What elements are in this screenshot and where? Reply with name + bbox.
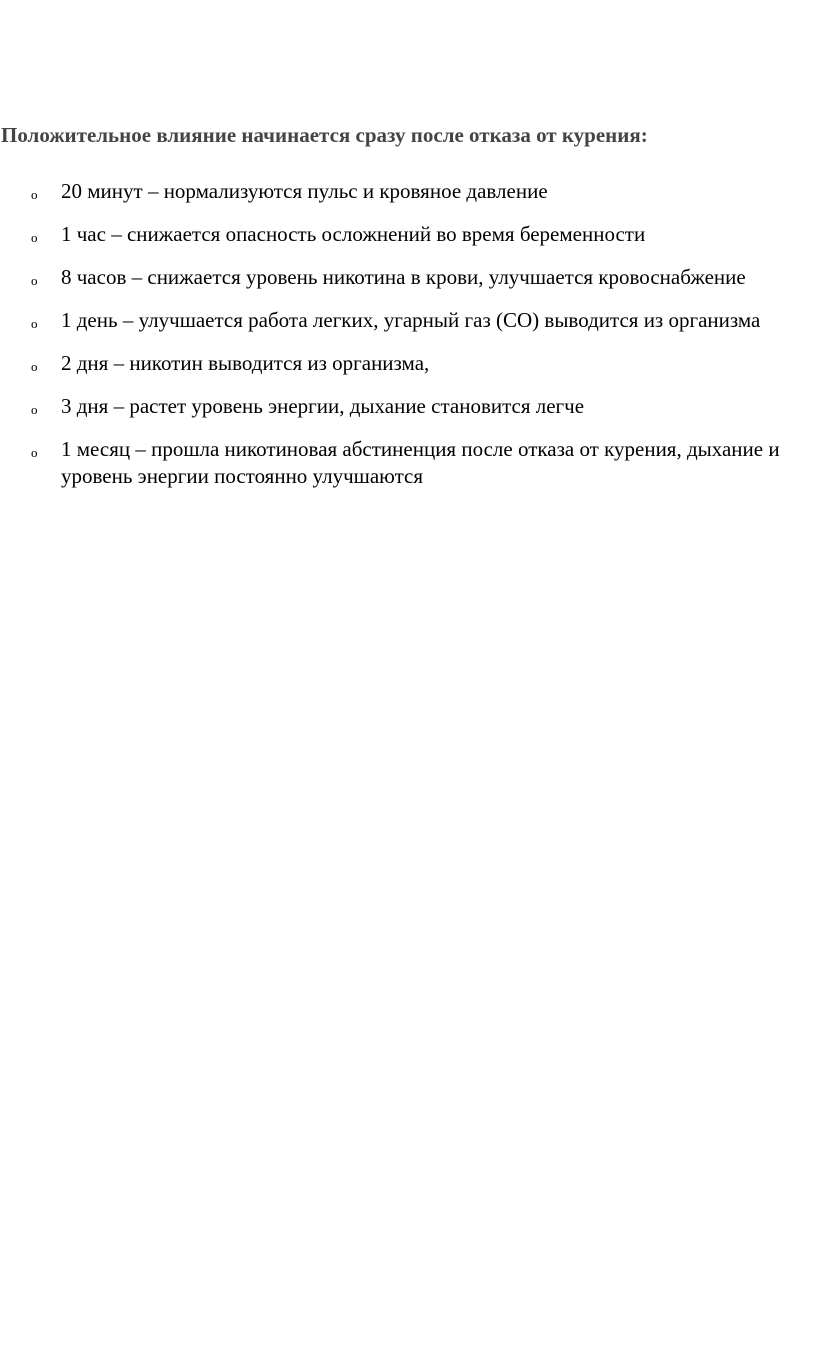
bullet-circle-icon: o	[31, 230, 38, 245]
section-heading: Положительное влияние начинается сразу после отказа от курения:	[1, 123, 648, 147]
list-item	[0, 221, 790, 248]
list-item-text: 8 часов – снижается уровень никотина в крови, улучшается кровоснабжение	[61, 265, 746, 289]
list-item-text: 2 дня – никотин выводится из организма,	[61, 351, 430, 375]
list-item-text: 1 месяц – прошла никотиновая абстиненция после отказа от курения, дыхание и уровень энергии постоянно улучшаются	[61, 437, 780, 488]
list-item	[0, 393, 790, 420]
list-item	[0, 264, 790, 291]
list-item-text: 1 час – снижается опасность осложнений во время беременности	[61, 222, 646, 246]
bullet-circle-icon: o	[31, 359, 38, 374]
bullet-circle-icon: o	[31, 187, 38, 202]
list-item	[0, 350, 790, 377]
list-item	[0, 307, 790, 334]
bullet-circle-icon: o	[31, 445, 38, 460]
list-item	[0, 178, 790, 205]
list-item-text: 3 дня – растет уровень энергии, дыхание становится легче	[61, 394, 585, 418]
bullet-circle-icon: o	[31, 316, 38, 331]
bullet-circle-icon: o	[31, 402, 38, 417]
bullet-circle-icon: o	[31, 273, 38, 288]
list-item-text: 1 день – улучшается работа легких, угарный газ (CO) выводится из организма	[61, 308, 761, 332]
list-item-text: 20 минут – нормализуются пульс и кровяное давление	[61, 179, 548, 203]
list-item	[0, 436, 790, 490]
benefits-list	[0, 178, 790, 506]
